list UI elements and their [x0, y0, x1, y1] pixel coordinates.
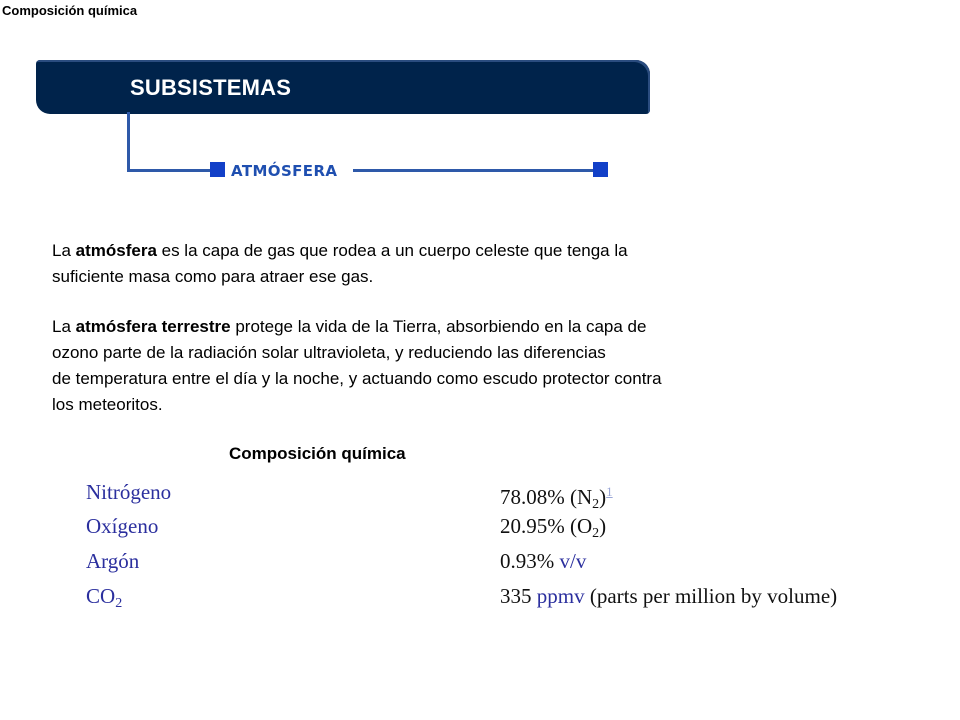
value-text: 78.08% (N	[500, 485, 593, 509]
text-span: de temperatura entre el día y la noche, y actuando como escudo protector contra	[52, 369, 662, 388]
text-span: protege la vida de la Tierra, absorbiendo en la capa de	[230, 317, 647, 336]
text-span: los meteoritos.	[52, 395, 163, 414]
value-text: 20.95% (O	[500, 514, 593, 538]
text-span: es la capa de gas que rodea a un cuerpo celeste que tenga la	[156, 241, 628, 260]
gas-value	[500, 480, 613, 510]
composition-title: Composición química	[229, 444, 406, 463]
connector-vertical-line	[127, 112, 130, 172]
subscript: 2	[592, 526, 600, 541]
unit-text: ppmv	[536, 584, 585, 608]
value-tail: (parts per million by volume)	[584, 584, 838, 608]
bullet-square-right	[593, 162, 608, 177]
page-header-label: Composición química	[2, 3, 138, 18]
gas-name: Nitrógeno	[86, 480, 172, 504]
gas-value	[500, 549, 586, 574]
connector-horizontal-line-right	[353, 169, 595, 172]
value-tail: )	[599, 485, 607, 509]
section-title: ATMÓSFERA	[231, 162, 338, 180]
text-span: La	[52, 317, 76, 336]
value-text: 0.93%	[500, 549, 560, 573]
earth-atmosphere-paragraph	[52, 314, 852, 418]
composition-row-co2	[86, 584, 946, 614]
text-span: ozono parte de la radiación solar ultravioleta, y reduciendo las diferencias	[52, 343, 606, 362]
value-text: 335	[500, 584, 537, 608]
gas-name: Argón	[86, 549, 140, 573]
subscript: 2	[115, 596, 123, 611]
text-span: La	[52, 241, 76, 260]
banner-title: SUBSISTEMAS	[130, 75, 292, 100]
gas-value	[500, 514, 606, 539]
bold-term: atmósfera terrestre	[75, 317, 231, 336]
value-tail: )	[599, 514, 607, 538]
footnote-link[interactable]: 1	[606, 484, 613, 499]
subscript: 2	[592, 497, 600, 512]
intro-paragraph	[52, 238, 852, 290]
text-span: suficiente masa como para atraer ese gas.	[52, 267, 374, 286]
gas-name: Oxígeno	[86, 514, 159, 538]
gas-formula: CO	[86, 584, 116, 608]
unit-text: v/v	[559, 549, 587, 573]
composition-row-argon	[86, 549, 946, 579]
composition-row-oxygen	[86, 514, 946, 544]
subsystems-banner	[36, 60, 650, 114]
bullet-square-left	[210, 162, 225, 177]
bold-term: atmósfera	[75, 241, 157, 260]
gas-value	[500, 584, 837, 609]
composition-row-nitrogen	[86, 480, 946, 510]
gas-name	[86, 584, 122, 609]
connector-horizontal-line-left	[127, 169, 212, 172]
